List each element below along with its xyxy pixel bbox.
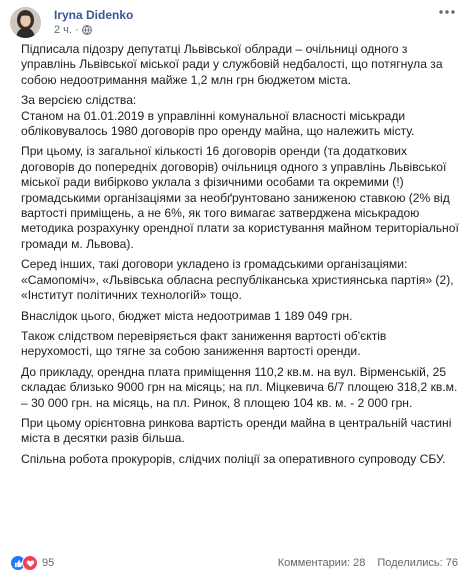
post-paragraph: За версією слідства: Станом на 01.01.2019 в управлінні комунальної власності міськради обліковувалось 1980 договорів про оренду майна, що належить місту. [21,93,415,139]
post-body [21,42,461,472]
globe-icon [82,25,92,35]
avatar[interactable] [10,7,41,38]
comments-count-link[interactable]: Комментарии: 28 [277,557,366,569]
post-meta [54,8,133,37]
separator-dot: · [74,23,79,36]
author-name[interactable]: Iryna Didenko [54,7,134,22]
post-footer [10,553,458,573]
post-paragraph: До прикладу, орендна плата приміщення 110,2 кв.м. на вул. Вірменській, 25 складає близько 9000 грн на місяць; на пл. Міцкевича 6/7 площею 318,2 кв.м. – 30 000 грн. на місяць, на пл. Ринок, 8 площею 104 кв. м. - 2 000 грн. [21,364,458,410]
post-paragraph: Також слідством перевіряється факт заниження вартості об'єктів нерухомості, що тягне за собою заниження вартості оренди. [21,328,387,359]
post-paragraph: Внаслідок цього, бюджет міста недоотримав 1 189 049 грн. [21,308,353,323]
reactions-summary[interactable] [10,555,54,571]
reaction-count: 95 [42,557,55,569]
post-paragraph: Спільна робота прокурорів, слідчих поліції за оперативного супроводу СБУ. [21,451,446,466]
engagement-counts [278,557,458,569]
post-paragraph: Серед інших, такі договори укладено із громадськими організаціями: «Самопоміч», «Львівська обласна республіканська християнська партія» (2), «Інститут політичних технологій» тощо. [21,257,454,303]
post-header [10,7,133,37]
post-paragraph: Підписала підозру депутатці Львівської облради – очільниці одного з управлінь Львівської міської ради у службовій недбалості, що потягнула за собою недоотримання майже 1,2 млн грн бюджетом міста. [21,42,443,87]
shares-count-link[interactable]: Поделились: 76 [377,557,458,569]
post-timestamp[interactable]: 2 ч. [54,23,72,36]
love-reaction-icon [22,555,38,571]
more-options-icon[interactable] [438,6,456,18]
post-time-row [54,23,133,37]
post-paragraph: При цьому, із загальної кількості 16 договорів оренди (та додаткових договорів до попередніх договорів) очільниця одного з управлінь Львівської міської ради вибірково уклала з фізичними особами та окремими (!) громадськими організаціями за необґрунтовано заниженою ставкою (2% від вартості приміщень, а не 6%, як того вимагає затверджена міськрадою методика розрахунку орендної плати за користування майном територіальної громади м. Львова). [21,144,459,251]
post-paragraph: При цьому орієнтовна ринкова вартість оренди майна в центральній частині міста в десятки разів більша. [21,415,452,446]
